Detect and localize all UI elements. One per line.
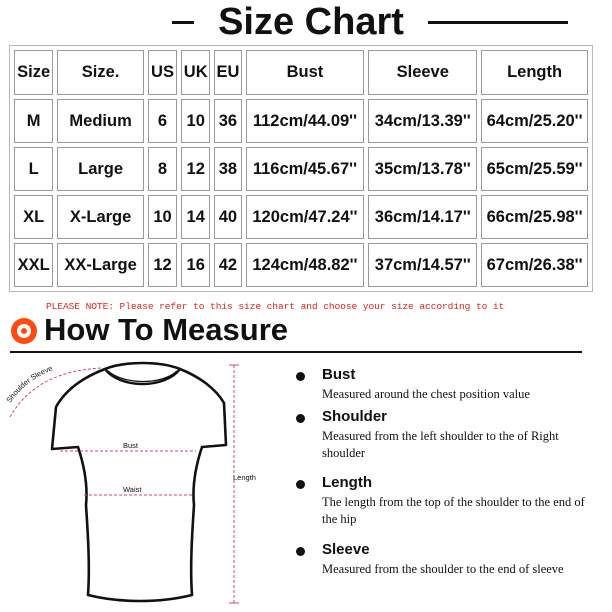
tshirt-outline [52, 363, 226, 601]
title-rule-left [172, 21, 194, 24]
page-title: Size Chart [218, 1, 404, 43]
table-cell: 65cm/25.59'' [481, 147, 588, 191]
table-cell: 36cm/14.17'' [368, 195, 477, 239]
definition-desc: The length from the top of the shoulder to the end of the hip [322, 495, 585, 526]
table-cell: Medium [57, 99, 144, 143]
definition-desc: Measured around the chest position value [322, 387, 530, 401]
section-divider [10, 351, 582, 353]
table-cell: X-Large [57, 195, 144, 239]
table-cell: 14 [181, 195, 210, 239]
table-cell: 120cm/47.24'' [246, 195, 365, 239]
table-cell: 124cm/48.82'' [246, 243, 365, 287]
header-cell: UK [181, 50, 210, 95]
bullet-dot [296, 480, 305, 489]
table-cell: 112cm/44.09'' [246, 99, 365, 143]
table-cell: 36 [214, 99, 241, 143]
size-chart-table [9, 45, 593, 292]
table-row [14, 243, 588, 287]
size-note: PLEASE NOTE: Please refer to this size chart and choose your size according to it [46, 301, 505, 312]
definition-desc: Measured from the left shoulder to the of Right shoulder [322, 429, 559, 460]
table-cell: 12 [181, 147, 210, 191]
bullet-dot [296, 414, 305, 423]
bullet-dot [296, 547, 305, 556]
how-to-measure-title: How To Measure [44, 312, 289, 347]
shoulder-sleeve-label: Shoulder Sleeve [4, 363, 54, 405]
table-cell: 34cm/13.39'' [368, 99, 477, 143]
bullet-dot [296, 372, 305, 381]
table-row [14, 147, 588, 191]
table-cell: 116cm/45.67'' [246, 147, 365, 191]
table-cell: XL [14, 195, 53, 239]
title-rule-right [428, 21, 568, 24]
header-cell: Length [481, 50, 588, 95]
header-cell: Bust [246, 50, 365, 95]
table-cell: 12 [148, 243, 177, 287]
table-cell: 66cm/25.98'' [481, 195, 588, 239]
definition-term: Shoulder [322, 408, 388, 425]
table-cell: 42 [214, 243, 241, 287]
table-cell: 35cm/13.78'' [368, 147, 477, 191]
table-cell: 6 [148, 99, 177, 143]
table-cell: 40 [214, 195, 241, 239]
table-row [14, 195, 588, 239]
waist-label: Waist [123, 485, 142, 494]
definition-term: Sleeve [322, 541, 370, 558]
table-cell: XX-Large [57, 243, 144, 287]
header-cell: EU [214, 50, 241, 95]
table-cell: 10 [181, 99, 210, 143]
title-row [0, 0, 612, 44]
tshirt-diagram [0, 355, 290, 612]
table-cell: XXL [14, 243, 53, 287]
header-cell: Size. [57, 50, 144, 95]
table-cell: Large [57, 147, 144, 191]
table-header-row [14, 50, 588, 95]
length-label: Length [233, 473, 256, 482]
header-cell: Size [14, 50, 53, 95]
definition-term: Length [322, 474, 372, 491]
definition-desc: Measured from the shoulder to the end of sleeve [322, 562, 564, 576]
definition-term: Bust [322, 366, 356, 383]
table-cell: 8 [148, 147, 177, 191]
table-cell: 16 [181, 243, 210, 287]
bust-label: Bust [123, 441, 139, 450]
table-cell: 38 [214, 147, 241, 191]
target-circle-icon [11, 318, 37, 344]
table-cell: L [14, 147, 53, 191]
header-cell: US [148, 50, 177, 95]
table-cell: M [14, 99, 53, 143]
table-cell: 37cm/14.57'' [368, 243, 477, 287]
table-cell: 10 [148, 195, 177, 239]
table-cell: 67cm/26.38'' [481, 243, 588, 287]
table-cell: 64cm/25.20'' [481, 99, 588, 143]
header-cell: Sleeve [368, 50, 477, 95]
table-row [14, 99, 588, 143]
